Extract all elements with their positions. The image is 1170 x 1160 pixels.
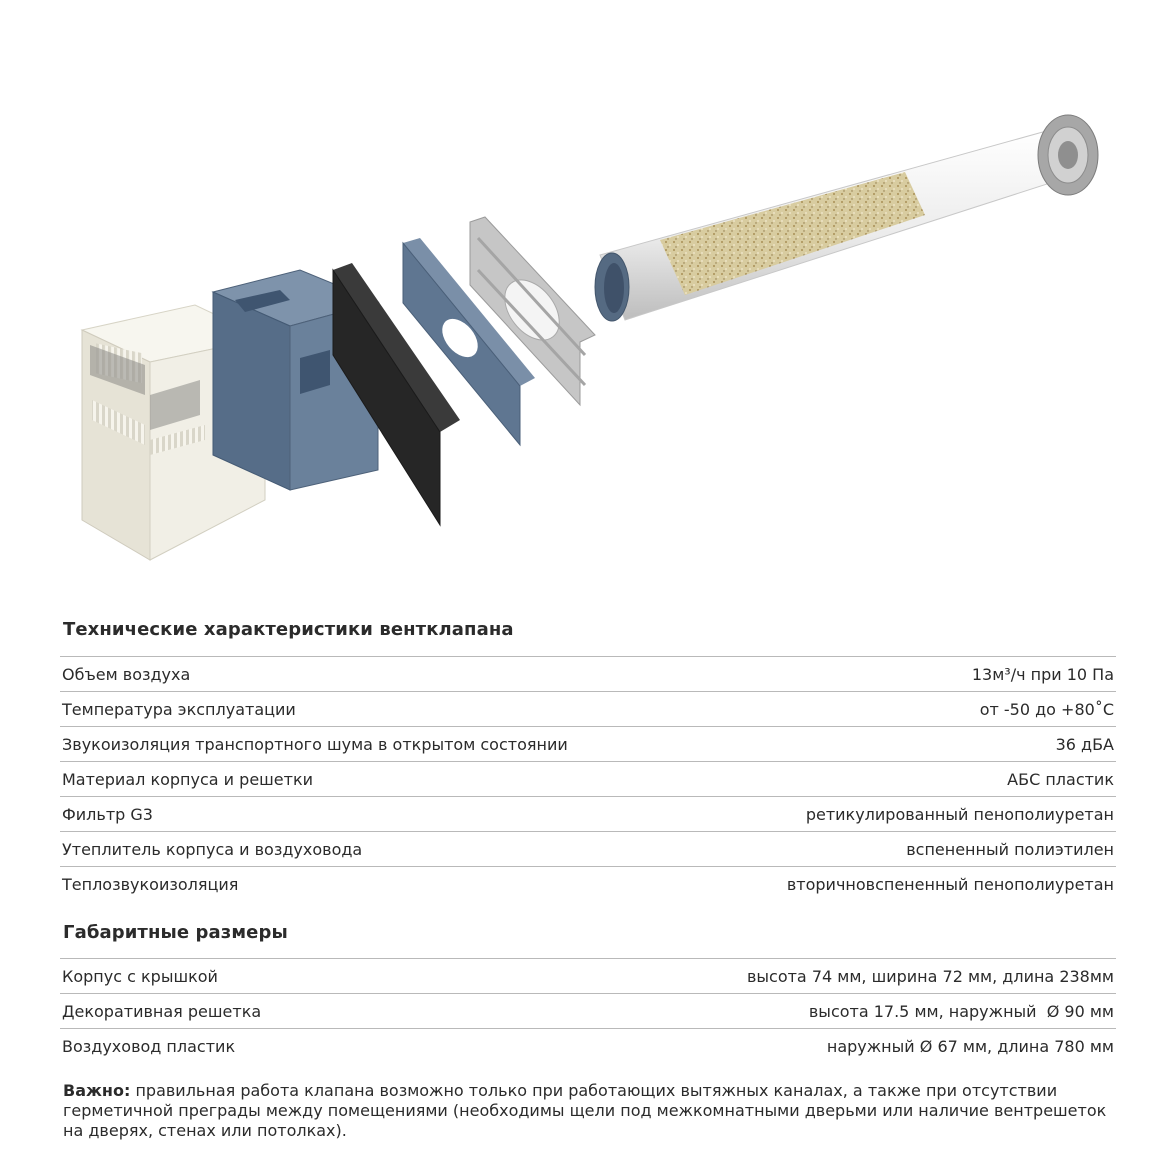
- row-label: Утеплитель корпуса и воздуховода: [62, 839, 363, 859]
- row-label: Корпус с крышкой: [62, 966, 218, 986]
- row-label: Декоративная решетка: [62, 1001, 262, 1021]
- table-row: [60, 866, 1116, 901]
- note-text: правильная работа клапана возможно только при работающих вытяжных каналах, а также при отсутствии герметичной преграды между помещениями (необходимы щели под межкомнатными дверьми или наличие вентрешеток на дверях, стенах или потолках).: [63, 1081, 1107, 1140]
- row-value: вспененный полиэтилен: [906, 839, 1114, 859]
- row-value: высота 17.5 мм, наружный Ø 90 мм: [808, 1001, 1114, 1021]
- air-duct-pipe: [595, 130, 1075, 321]
- row-value: ретикулированный пенополиуретан: [805, 804, 1114, 824]
- table-row: [60, 691, 1116, 726]
- table-row: [60, 831, 1116, 866]
- note-lead: Важно:: [63, 1081, 131, 1100]
- row-label: Объем воздуха: [62, 664, 191, 684]
- row-label: Температура эксплуатации: [62, 699, 296, 719]
- row-value: вторичновспененный пенополиуретан: [786, 874, 1114, 894]
- row-value: 13м³/ч при 10 Па: [971, 664, 1114, 684]
- row-label: Фильтр G3: [62, 804, 153, 824]
- specs-title: Технические характеристики вентклапана: [63, 619, 514, 640]
- row-value: высота 74 мм, ширина 72 мм, длина 238мм: [746, 966, 1114, 986]
- table-row: [60, 796, 1116, 831]
- important-note: [63, 1081, 1123, 1141]
- decorative-grille: [1038, 115, 1098, 195]
- dimensions-title: Габаритные размеры: [63, 922, 288, 943]
- table-row: [60, 958, 1116, 993]
- table-row: [60, 761, 1116, 796]
- dimensions-table: [60, 958, 1116, 1063]
- table-row: [60, 1028, 1116, 1063]
- row-value: от -50 до +80˚С: [979, 699, 1114, 719]
- table-row: [60, 993, 1116, 1028]
- row-label: Воздуховод пластик: [62, 1036, 236, 1056]
- row-label: Звукоизоляция транспортного шума в открытом состоянии: [62, 734, 568, 754]
- table-row: [60, 726, 1116, 761]
- row-value: 36 дБА: [1055, 734, 1114, 754]
- table-row: [60, 656, 1116, 691]
- specs-table: [60, 656, 1116, 901]
- row-label: Материал корпуса и решетки: [62, 769, 314, 789]
- row-label: Теплозвукоизоляция: [62, 874, 239, 894]
- row-value: наружный Ø 67 мм, длина 780 мм: [826, 1036, 1114, 1056]
- row-value: АБС пластик: [1007, 769, 1114, 789]
